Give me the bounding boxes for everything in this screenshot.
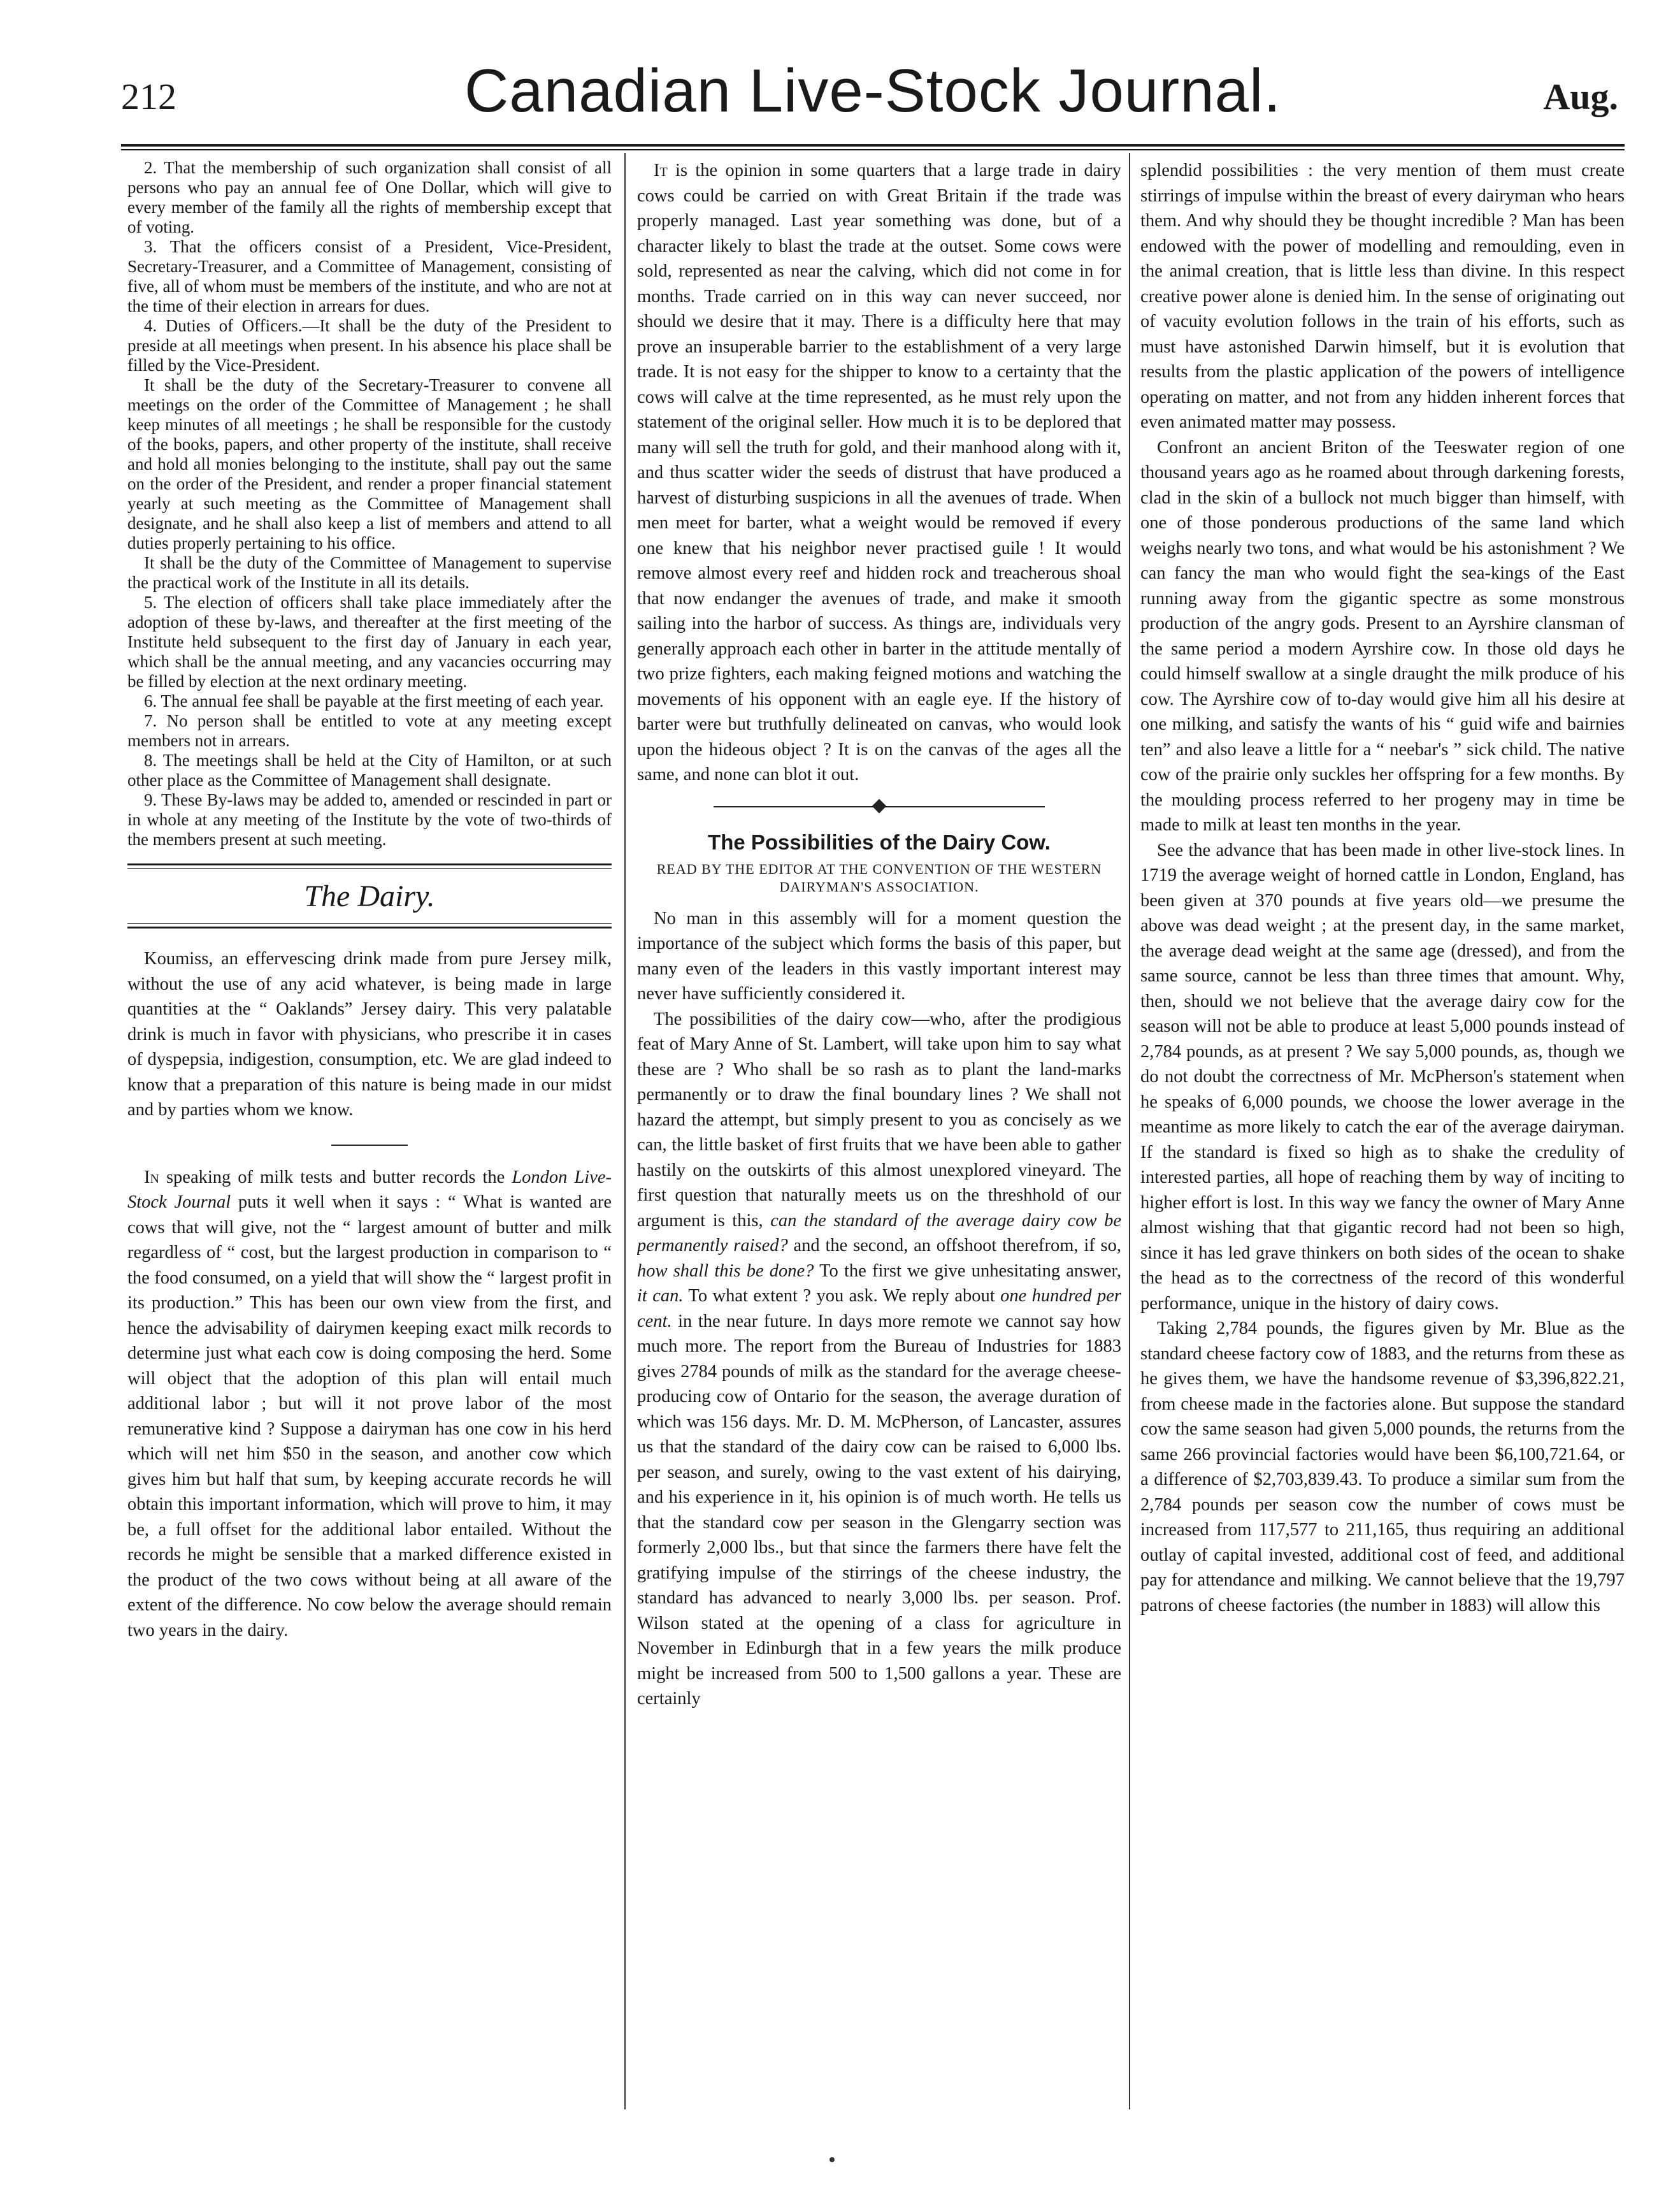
briton-paragraph: Confront an ancient Briton of the Teeswater region of one thousand years ago as he roamed about through darkening forests, clad in the skin of a bullock not much bigger than himself, with one of those ponderous productions of the same land which weighs nearly two tons, and what would be his astonishment ? We can fancy the man who would fight the sea-kings of the East running away from the gigantic spectre as some monstrous production of the angry gods. Present to an Ayrshire clansman of the same period a modern Ayrshire cow. In those old days he could himself swallow at a single draught the milk produce of his cow. The Ayrshire cow of to-day would give him all his desire at one milking, and satisfy the wants of his “ guid wife and bairnies ten” and also leave a little for a “ neebar's ” sick child. The native cow of the prairie only suckles her offspring for a few months. By the moulding process referred to her progeny may in time be made to milk at least ten months in the year. [1140, 437, 1625, 835]
text-run: To the first we give unhesitating answer, [814, 1261, 1121, 1281]
column-rule-1 [624, 153, 626, 2109]
text-run: To what extent ? you ask. We reply about [683, 1286, 1001, 1306]
bylaw-4-committee: It shall be the duty of the Committee of Management to supervise the practical work of the Institute in all its details. [127, 553, 612, 592]
bylaw-4: 4. Duties of Officers.—It shall be the duty of the President to preside at all meetings when present. In his absence his place shall be filled by the Vice-President. [127, 316, 612, 375]
bylaw-3: 3. That the officers consist of a President, Vice-President, Secretary-Treasurer, and a Committee of Management, consisting of five, all of whom must be members of the institute, and who are not at the time of their election in arrears for dues. [127, 237, 612, 315]
issue-month: Aug. [1543, 76, 1618, 117]
intro-paragraph: No man in this assembly will for a moment question the importance of the subject which forms the basis of this paper, but many even of the leaders in this vastly important interest may never have sufficiently considered it. [637, 908, 1121, 1004]
bylaw-4-secretary: It shall be the duty of the Secretary-Treasurer to convene all meetings on the order of the Committee of Management ; he shall keep minutes of all meetings ; he shall be responsible for the custody of the books, papers, and other property of the institute, shall receive and hold all monies belonging to the institute, shall pay out the same on the order of the President, and render a proper financial statement yearly at such meeting as the Committee of Management shall designate, and he shall also keep a list of members and attend to all duties properly pertaining to his office. [127, 375, 612, 553]
journal-name: London Live-Stock Journal [127, 1167, 612, 1212]
bylaw-5: 5. The election of officers shall take place immediately after the adoption of these by-laws, and thereafter at the first meeting of the Institute held subsequent to the first day of January in each year, which shall be the annual meeting, and any vacancies occurring may be filled by election at the next ordinary meeting. [127, 593, 612, 691]
column-3 [1140, 158, 1625, 2108]
paragraph-divider [331, 1145, 408, 1146]
text-run: speaking of milk tests and butter records the [159, 1167, 512, 1187]
bylaw-9: 9. These By-laws may be added to, amended or rescinded in part or in whole at any meeting of the Institute by the vote of two-thirds of the members present at such meeting. [127, 790, 612, 849]
column-rule-2 [1129, 153, 1130, 2109]
header-rule [121, 144, 1625, 150]
bylaw-8: 8. The meetings shall be held at the City of Hamilton, or at such other place as the Committee of Management shall designate. [127, 751, 612, 790]
text-run: in the near future. In days more remote we cannot say how much more. The report from the Bureau of Industries for 1883 gives 2784 pounds of milk as the standard for the average cheese-producing cow of Ontario for the season, the average duration of which was 156 days. Mr. D. M. McPherson, of Lancaster, assures us that the standard of the dairy cow can be raised to 6,000 lbs. per season, and surely, owing to the vast extent of his dairying, and his experience in it, his opinion is of much worth. He tells us that the standard cow per season in the Glengarry section was formerly 2,000 lbs., but that since the farmers there have felt the gratifying impulse of the stirrings of the cheese industry, the standard has advanced to nearly 3,000 lbs. per season. Prof. Wilson stated at the opening of a class for agriculture in November in Edinburgh that in a few years the milk produce might be increased from 500 to 1,500 gallons a year. These are certainly [637, 1311, 1121, 1709]
article-byline: READ BY THE EDITOR AT THE CONVENTION OF THE WESTERN DAIRYMAN'S ASSOCIATION. [656, 860, 1102, 895]
milk-tests-paragraph [127, 1165, 612, 1644]
answer: it can. [637, 1286, 684, 1306]
dairy-section [127, 946, 612, 1643]
percent-phrase: one hundred per cent. [637, 1286, 1121, 1331]
journal-title: Canadian Live-Stock Journal. [464, 57, 1282, 125]
section-title: The Dairy. [127, 868, 612, 924]
ornamental-divider [714, 804, 1045, 809]
page-number: 212 [121, 76, 176, 117]
bylaw-6: 6. The annual fee shall be payable at the first meeting of each year. [144, 691, 604, 711]
bylaws-list [127, 158, 612, 849]
section-header-box [127, 863, 612, 928]
koumiss-paragraph: Koumiss, an effervescing drink made from pure Jersey milk, without the use of any acid whatever, is being made in large quantities at the “ Oaklands” Jersey dairy. This very palatable drink is much in favor with physicians, who prescribe it in cases of dyspepsia, indigestion, consumption, etc. We are glad indeed to know that a preparation of this nature is being made in our midst and by parties whom we know. [127, 949, 612, 1120]
bylaw-2: 2. That the membership of such organization shall consist of all persons who pay an annual fee of One Dollar, which will give to every member of the family all the rights of membership except that of voting. [127, 158, 612, 236]
column-1 [127, 158, 612, 2108]
text-run: and the second, an offshoot therefrom, if so, [787, 1236, 1121, 1255]
question-1: can the standard of the average dairy cow be permanently raised? [637, 1210, 1121, 1255]
column-2 [637, 158, 1121, 2108]
diamond-ornament-icon [872, 798, 887, 813]
text-run: puts it well when it says : “ What is wanted are cows that will give, not the “ largest amount of butter and milk regardless of “ cost, but the largest production in comparison to “ the food consumed, on a yield that will show the “ largest profit in its production.” This has been our own view from the first, and hence the advisability of dairymen keeping exact milk records to determine just what each cow is doing composing the herd. Some will object that the adoption of this plan will entail much additional labor ; but will it not prove labor of the most remunerative kind ? Suppose a dairyman has one cow in his herd which will net him $50 in the season, and another cow which gives him but half that sum, by keeping accurate records he will obtain this important information, which will prove to him, it may be, a full offset for the additional labor entailed. Without the records he might be sensible that a marked difference existed in the product of the two cows without being at all aware of the extent of the difference. No cow below the average should remain two years in the dairy. [127, 1192, 612, 1640]
bylaw-7: 7. No person shall be entitled to vote at any meeting except members not in arrears. [127, 711, 612, 750]
page-header [121, 56, 1625, 139]
question-2: how shall this be done? [637, 1261, 814, 1281]
continuation-paragraph: splendid possibilities : the very mention of them must create stirrings of impulse within the breast of every dairyman who hears them. And why should they be thought incredible ? Man has been endowed with the power of modelling and remoulding, even in the animal creation, that is little less than divine. In this respect creative power alone is denied him. In the sense of originating out of vacuity evolution follows in the train of his efforts, such as must have astonished Darwin himself, but it is evolution that results from the plastic application of the powers of intelligence operating on matter, and not from any hidden inherent forces that even animated matter may possess. [1140, 161, 1625, 432]
lead-word: In [144, 1167, 159, 1187]
lead-word: It [654, 161, 668, 180]
printer-dot [829, 2157, 835, 2162]
article-title: The Possibilities of the Dairy Cow. [708, 830, 1051, 854]
trade-paragraph [637, 158, 1121, 788]
text-run: is the opinion in some quarters that a large trade in dairy cows could be carried on with Great Britain if the trade was properly managed. Last year something was done, but of a character likely to blast the trade at the outset. Some cows were sold, represented as near the calving, which did not come in for months. Trade carried on in this way can never succeed, nor should we desire that it may. There is a difficulty here that may prove an insuperable barrier to the establishment of a very large trade. It is not easy for the shipper to know to a certainty that the cows will calve at the time represented, as he must rely upon the statement of the original seller. How much it is to be deplored that many will sell the truth for gold, and their manhood along with it, and thus scatter wider the seeds of distrust that have produced a harvest of disturbing suspicions in all the avenues of trade. When men meet for barter, what a weight would be removed if every one knew that his neighbor never practised guile ! It would remove almost every reef and hidden rock and treacherous shoal that now endanger the avenues of trade, and make it smooth sailing into the harbor of success. As things are, individuals very generally approach each other in barter in the attitude mentally of two prize fighters, each making feigned motions and watching the movements of his opponent with an eagle eye. If the history of barter were but truthfully delineated on canvas, who would look upon the hideous object ? It is on the canvas of the ages all the same, and none can blot it out. [637, 161, 1121, 784]
figures-paragraph: Taking 2,784 pounds, the figures given by Mr. Blue as the standard cheese factory cow of 1883, and the returns from these as he gives them, we have the handsome revenue of $3,396,822.21, from cheese made in the factories alone. But suppose the standard cow the same season had given 5,000 pounds, the returns from the same 266 provincial factories would have been $6,100,721.64, or a difference of $2,703,839.43. To produce a similar sum from the 2,784 pounds per season cow the number of cows must be increased from 117,577 to 211,165, thus requiring an additional outlay of capital invested, additional cost of feed, and additional pay for attendance and milking. We cannot believe that the 19,797 patrons of cheese factories (the number in 1883) will allow this [1140, 1318, 1625, 1615]
possibilities-paragraph [637, 1007, 1121, 1712]
advance-paragraph: See the advance that has been made in other live-stock lines. In 1719 the average weight of horned cattle in London, England, has been given at 370 pounds at five years old—we presume the above was dead weight ; at the present day, in the same market, the average dead weight at the same age (dressed), and from the same source, cannot be less than three times that amount. Why, then, should we not believe that the average dairy cow for the season will not be able to produce at least 5,000 pounds instead of 2,784 pounds, as at present ? We say 5,000 pounds, as, though we do not doubt the correctness of Mr. McPherson's statement when he speaks of 6,000 pounds, we choose the lower average in the meantime as more likely to catch the ear of the average dairyman. If the standard is fixed so high as to shake the credulity of interested parties, all hope of reaching them by way of inciting to higher effort is lost. In this way we fancy the owner of Mary Anne almost wishing that that gigantic record had not been so high, since it has led grave thinkers on both sides of the ocean to shake the head as to the correctness of the record of this wonderful performance, unique in the history of dairy cows. [1140, 840, 1625, 1313]
text-run: The possibilities of the dairy cow—who, after the prodigious feat of Mary Anne of St. Lambert, will take upon him to say what these are ? Who shall be so rash as to plant the land-marks permanently or to draw the final boundary lines ? We shall not hazard the attempt, but simply present to you as concisely as we can, the little basket of first fruits that we have been able to gather hastily on the outskirts of this almost unexplored vineyard. The first question that naturally meets us on the threshhold of our argument is this, [637, 1009, 1121, 1231]
